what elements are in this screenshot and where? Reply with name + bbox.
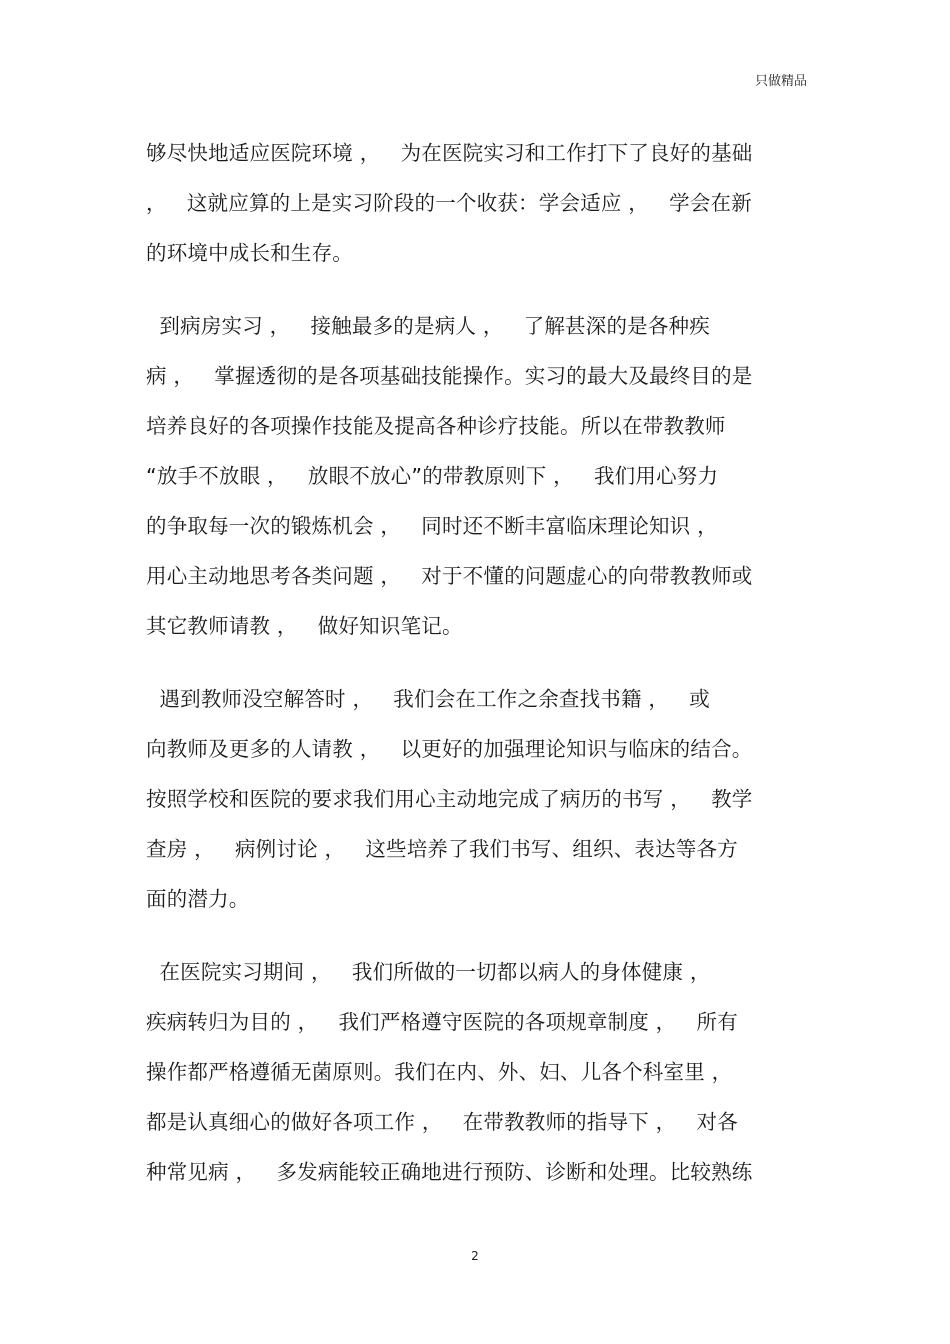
text-line: 够尽快地适应医院环境 ， 为在医院实习和工作打下了良好的基础 — [146, 141, 753, 165]
text-line: 按照学校和医院的要求我们用心主动地完成了病历的书写 ， 教学 — [146, 787, 753, 811]
header-tag: 只做精品 — [754, 74, 807, 89]
document-body — [146, 128, 808, 1197]
text-line: 种常见病 ， 多发病能较正确地进行预防、诊断和处理。比较熟练 — [146, 1160, 753, 1184]
text-line: 面的潜力。 — [146, 887, 250, 911]
text-line: 查房 ， 病例讨论 ， 这些培养了我们书写、组织、表达等各方 — [146, 837, 738, 861]
text-line: 其它教师请教 ， 做好知识笔记。 — [146, 614, 463, 638]
text-line: 遇到教师没空解答时 ， 我们会在工作之余查找书籍 ， 或 — [146, 687, 710, 711]
paragraph — [146, 947, 808, 1197]
text-line: 用心主动地思考各类问题 ， 对于不懂的问题虚心的向带教教师或 — [146, 564, 753, 588]
text-line: 都是认真细心的做好各项工作 ， 在带教教师的指导下 ， 对各 — [146, 1110, 738, 1134]
text-line: 培养良好的各项操作技能及提高各种诊疗技能。所以在带教教师 — [146, 414, 726, 438]
text-line: “放手不放眼 ， 放眼不放心”的带教原则下 ， 我们用心努力 — [146, 464, 719, 488]
page-number: 2 — [471, 1249, 479, 1263]
paragraph — [146, 301, 808, 651]
text-line: 病 ， 掌握透彻的是各项基础技能操作。实习的最大及最终目的是 — [146, 364, 753, 388]
paragraph — [146, 674, 808, 924]
text-line: 操作都严格遵循无菌原则。我们在内、外、妇、儿各个科室里 ， — [146, 1060, 733, 1084]
text-line: 疾病转归为目的 ， 我们严格遵守医院的各项规章制度 ， 所有 — [146, 1010, 738, 1034]
text-line: 在医院实习期间 ， 我们所做的一切都以病人的身体健康 ， — [146, 960, 711, 984]
text-line: ， 这就应算的上是实习阶段的一个收获：学会适应 ， 学会在新 — [146, 191, 752, 215]
text-line: 的环境中成长和生存。 — [146, 241, 353, 265]
text-line: 到病房实习 ， 接触最多的是病人 ， 了解甚深的是各种疾 — [146, 314, 710, 338]
text-line: 向教师及更多的人请教 ， 以更好的加强理论知识与临床的结合。 — [146, 737, 753, 761]
paragraph — [146, 128, 808, 278]
text-line: 的争取每一次的锻炼机会 ， 同时还不断丰富临床理论知识 ， — [146, 514, 718, 538]
